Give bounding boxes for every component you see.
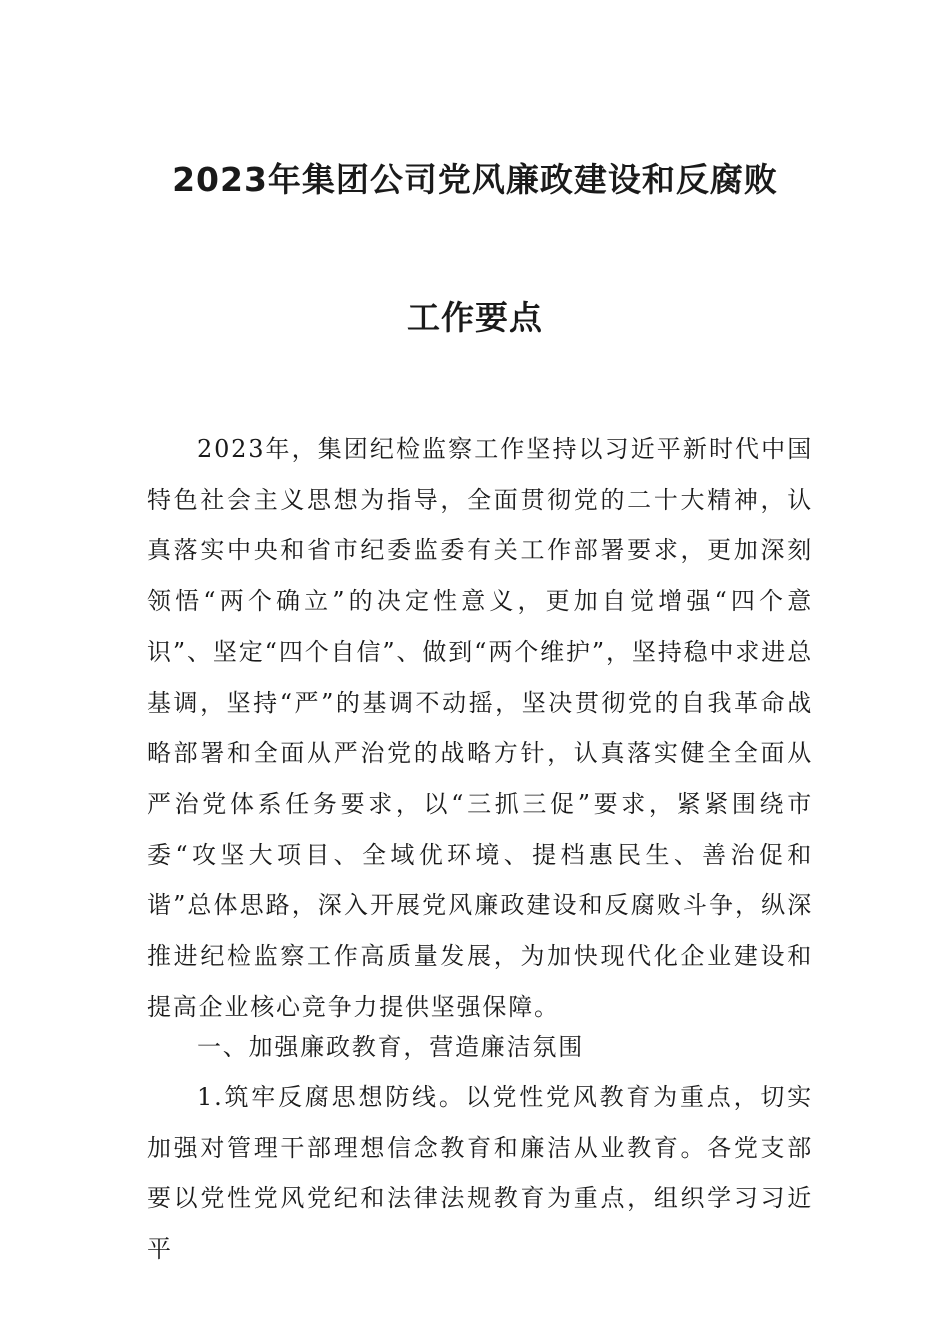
body-paragraph-1: 1.筑牢反腐思想防线。以党性党风教育为重点，切实加强对管理干部理想信念教育和廉洁从业教育。各党支部要以党性党风党纪和法律法规教育为重点，组织学习习近平 bbox=[147, 1083, 813, 1264]
document-title-line-1: 2023年集团公司党风廉政建设和反腐败 bbox=[172, 160, 778, 199]
body-paragraph-intro: 2023年，集团纪检监察工作坚持以习近平新时代中国特色社会主义思想为指导，全面贯彻党的二十大精神，认真落实中央和省市纪委监委有关工作部署要求，更加深刻领悟“两个确立”的决定性意义，更加自觉增强“四个意识”、坚定“四个自信”、做到“两个维护”，坚持稳中求进总基调，坚持“严”的基调不动摇，坚决贯彻党的自我革命战略部署和全面从严治党的战略方针，认真落实健全全面从严治党体系任务要求，以“三抓三促”要求，紧紧围绕市委“攻坚大项目、全域优环境、提档惠民生、善治促和谐”总体思路，深入开展党风廉政建设和反腐败斗争，纵深推进纪检监察工作高质量发展，为加快现代化企业建设和提高企业核心竞争力提供坚强保障。 bbox=[147, 435, 813, 1021]
section-heading-1: 一、加强廉政教育，营造廉洁氛围 bbox=[197, 1033, 584, 1061]
document-title-line-2: 工作要点 bbox=[407, 298, 543, 337]
